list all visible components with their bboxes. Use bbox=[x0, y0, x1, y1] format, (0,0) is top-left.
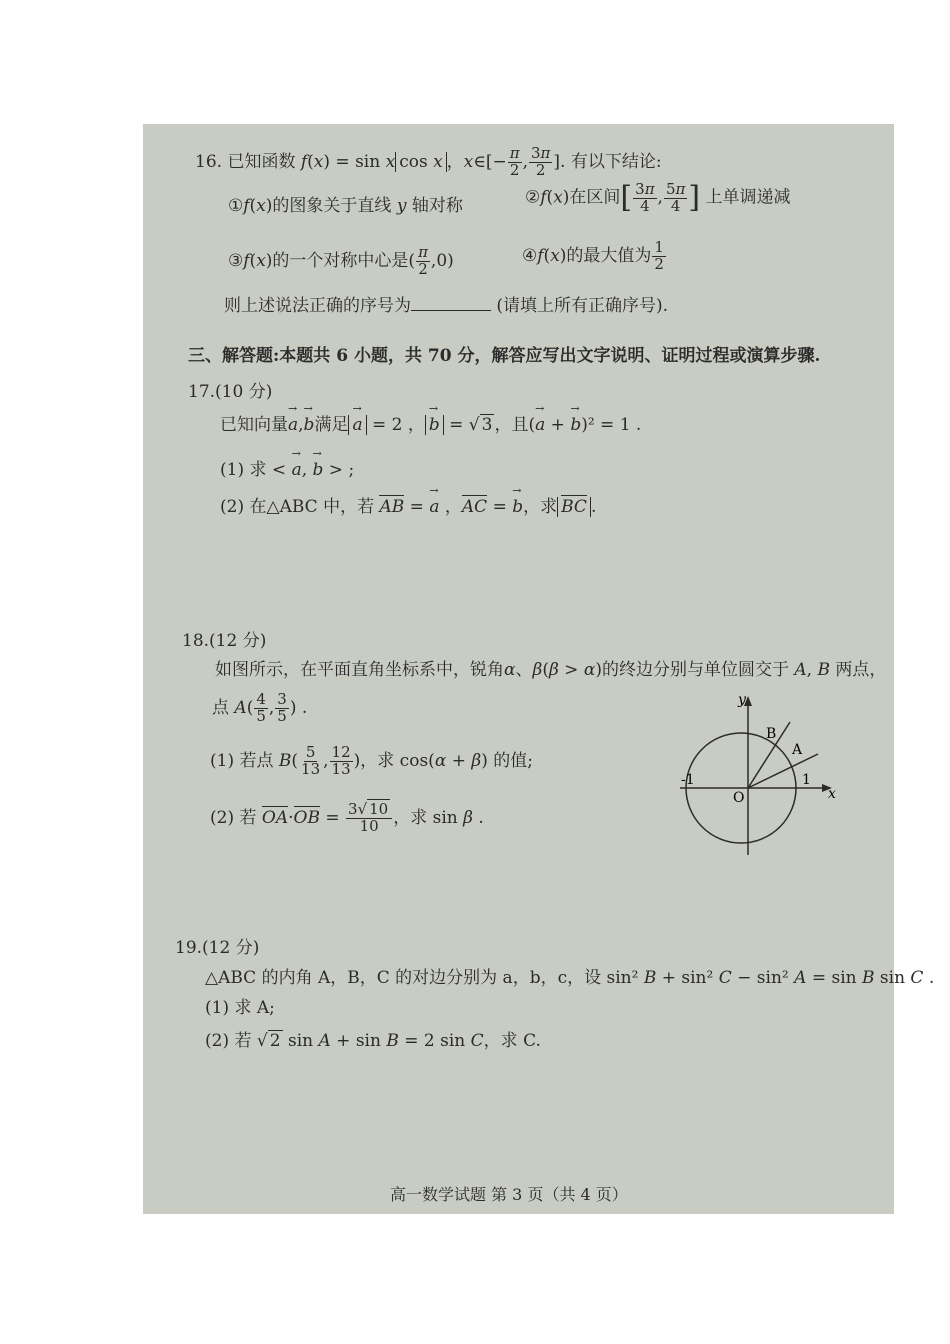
origin-label: O bbox=[733, 790, 745, 806]
q16-stem: 16. 已知函数 f(x) = sin x cos x ，x∈[− $\frac{\pi}{2}$ , $\frac{3\pi}{2}$ ]. 有以下结论: bbox=[195, 144, 662, 179]
q18-header: 18.(12 分) bbox=[182, 631, 267, 651]
q19-stem: △ABC 的内角 A，B，C 的对边分别为 a，b，c，设 sin² B + sin² C − sin² A = sin B sin C . bbox=[205, 968, 935, 988]
q17-given: 已知向量→ a,→ b满足→ a = 2 ，→ b = √ 3 ，且(→ a + → b)² = 1 . bbox=[220, 415, 641, 435]
x-label: x bbox=[828, 786, 836, 802]
q16-item-4: ④f(x)的最大值为 $\frac{1}{2}$ bbox=[522, 238, 664, 273]
unit-circle-figure bbox=[680, 690, 840, 860]
point-b-label: B bbox=[766, 726, 777, 742]
q17-header: 17.(10 分) bbox=[188, 382, 273, 402]
one-label: 1 bbox=[802, 772, 811, 788]
q17-part-2: (2) 在△ABC 中，若 AB = → a ，AC = → b，求 BC . bbox=[220, 497, 596, 517]
q16-item-2: ②f(x)在区间[ $\frac{3\pi}{4}$ , $\frac{5\pi}{4}$ ] 上单调递减 bbox=[525, 179, 791, 215]
neg-one-label: -1 bbox=[681, 772, 695, 788]
page-footer: 高一数学试题 第 3 页（共 4 页） bbox=[390, 1185, 628, 1204]
section-3-heading: 三、解答题:本题共 6 小题，共 70 分，解答应写出文字说明、证明过程或演算步骤. bbox=[188, 346, 821, 366]
q17-part-1: (1) 求 < → a, → b > ; bbox=[220, 460, 354, 480]
answer-blank bbox=[411, 309, 491, 311]
point-a-label: A bbox=[792, 742, 803, 758]
q19-header: 19.(12 分) bbox=[175, 938, 260, 958]
q19-part-1: (1) 求 A; bbox=[205, 998, 275, 1018]
q18-point-a: 点 A( $\frac{4}{5}$ , $\frac{3}{5}$ ) . bbox=[212, 690, 308, 725]
y-label: y bbox=[738, 692, 746, 708]
q16-item-3: ③f(x)的一个对称中心是( $\frac{\pi}{2}$ ,0) bbox=[228, 243, 454, 278]
q18-part-1: (1) 若点 B( $\frac{5}{13}$ , $\frac{12}{13}$ )，求 cos(α + β) 的值; bbox=[210, 743, 533, 778]
q19-part-2: (2) 若 √ 2 sin A + sin B = 2 sin C，求 C. bbox=[205, 1031, 541, 1051]
q16-answer-line: 则上述说法正确的序号为 (请填上所有正确序号). bbox=[224, 296, 669, 316]
q16-item-1: ①f(x)的图象关于直线 y 轴对称 bbox=[228, 196, 463, 216]
q18-part-2: (2) 若 OA·OB = $\frac{3√ 10}{10}$ ，求 sin β . bbox=[210, 800, 484, 835]
q18-stem: 如图所示，在平面直角坐标系中，锐角α、β(β > α)的终边分别与单位圆交于 A, B 两点， bbox=[215, 660, 887, 680]
